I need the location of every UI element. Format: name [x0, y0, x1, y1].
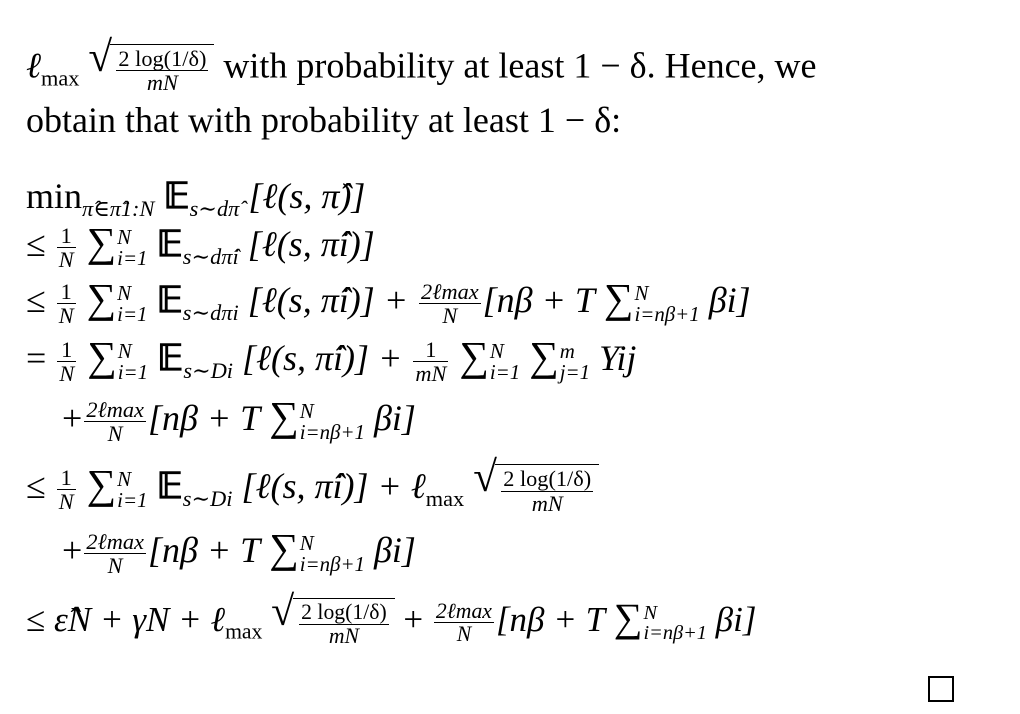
fraction-2lmax-over-n: $\frac{\text{2ℓmax}}{N}$ — [86, 396, 144, 447]
expectation-symbol: 𝔼 — [163, 176, 190, 216]
sum-symbol: ∑ — [86, 275, 117, 321]
bracket-term: [nβ + T — [495, 600, 606, 639]
sum-symbol: ∑ — [603, 275, 634, 321]
expectation-symbol: 𝔼 — [157, 338, 184, 378]
sum-limits: N i=nβ+1 — [299, 530, 365, 576]
fraction-one-over-n: $\frac{1}{N}$ — [58, 222, 74, 273]
loss-term: [ℓ(s, π̂i)] + ℓ — [241, 466, 426, 506]
qed-box-icon — [928, 676, 954, 702]
sum-limits: N i=nβ+1 — [643, 601, 707, 644]
fraction-2lmax-over-n: $\frac{\text{2ℓmax}}{N}$ — [86, 528, 144, 579]
expectation-subscript: s∼dπ̂i — [182, 243, 239, 269]
beta-term: βi] — [373, 530, 416, 570]
sqrt-numerator: 2 log(1/δ) — [118, 46, 207, 71]
max-subscript: max — [425, 485, 465, 511]
intro-line-1 — [26, 34, 817, 99]
sum-symbol: ∑ — [269, 525, 299, 571]
min-subscript: π̂∈π̂1:N — [82, 195, 155, 221]
expectation-symbol: 𝔼 — [156, 224, 183, 264]
fraction-one-over-n: $\frac{1}{N}$ — [58, 464, 74, 515]
relation-le: ≤ — [26, 600, 46, 639]
sum-symbol: ∑ — [86, 461, 117, 507]
expectation-symbol: 𝔼 — [156, 466, 183, 506]
beta-term: βi] — [708, 280, 751, 320]
sqrt-expression: √ $\frac{2 \log(1/\delta)}{mN}$ — [88, 44, 214, 95]
derivation-line-1 — [26, 176, 365, 229]
sum-limits: N i=1 — [489, 338, 521, 384]
bracket-term: [nβ + T — [147, 530, 261, 570]
derivation-line-3 — [26, 275, 751, 333]
bracket-term: [nβ + T — [482, 280, 595, 320]
sum-limits: N i=1 — [117, 466, 148, 512]
sum-symbol: ∑ — [87, 333, 117, 379]
sum-symbol: ∑ — [459, 333, 489, 379]
beta-term: βi] — [373, 398, 416, 438]
derivation-line-6 — [26, 454, 599, 519]
fraction-one-over-n: $\frac{1}{N}$ — [58, 278, 74, 329]
expectation-subscript: s∼Di — [183, 357, 234, 383]
loss-term: [ℓ(s, π̂i)] + — [242, 338, 403, 378]
sum-symbol: ∑ — [613, 595, 643, 640]
relation-le: ≤ — [26, 224, 46, 264]
relation-eq: = — [26, 338, 47, 378]
derivation-line-2 — [26, 219, 375, 277]
sum-symbol: ∑ — [529, 333, 559, 379]
fraction-one-over-n: $\frac{1}{N}$ — [59, 336, 75, 387]
loss-term: [ℓ(s, π̂)] — [248, 176, 366, 216]
relation-le: ≤ — [26, 466, 46, 506]
intro-text-1: with probability at least 1 − δ. Hence, we — [223, 45, 817, 86]
beta-term: βi] — [715, 600, 757, 639]
relation-le: ≤ — [26, 280, 46, 320]
sum-symbol: ∑ — [269, 393, 299, 439]
sum-limits: N i=1 — [117, 338, 149, 384]
sqrt-denominator: mN — [146, 70, 178, 96]
sum-limits: N i=1 — [117, 280, 148, 326]
max-subscript: max — [41, 65, 80, 91]
sqrt-expression: √ $\frac{2 \log(1/\delta)}{mN}$ — [473, 464, 599, 515]
sum-limits: N i=nβ+1 — [634, 280, 700, 326]
loss-term: [ℓ(s, π̂i)] + — [247, 280, 409, 320]
y-term: Yij — [599, 338, 637, 378]
bound-terms: ε̂N + γN + ℓ — [53, 600, 226, 639]
expectation-subscript: s∼dπi — [182, 299, 239, 325]
plus-sign: + — [62, 398, 83, 438]
sum-limits: m j=1 — [559, 338, 591, 384]
intro-line-2: obtain that with probability at least 1 − δ: — [26, 100, 622, 140]
expectation-subscript: s∼Di — [182, 485, 233, 511]
fraction-2lmax-over-n: $\frac{\text{2ℓmax}}{N}$ — [435, 598, 492, 647]
bracket-term: [nβ + T — [147, 398, 261, 438]
derivation-line-7 — [62, 525, 416, 579]
derivation-line-8 — [26, 589, 757, 652]
plus-sign: + — [62, 530, 83, 570]
sqrt-expression: √ $\frac{2 \log(1/\delta)}{mN}$ — [271, 598, 395, 648]
derivation-line-4 — [26, 333, 637, 391]
sum-limits: N i=1 — [117, 224, 148, 270]
sum-limits: N i=nβ+1 — [299, 398, 365, 444]
plus-sign: + — [403, 600, 424, 639]
loss-term: [ℓ(s, π̂i)] — [247, 224, 375, 264]
min-operator: min — [26, 176, 83, 216]
expectation-subscript: s∼dπ̂ — [189, 195, 240, 221]
fraction-one-over-mn: $\frac{1}{mN}$ — [415, 336, 447, 387]
max-subscript: max — [225, 619, 263, 644]
derivation-line-5 — [62, 393, 416, 447]
sum-symbol: ∑ — [86, 219, 117, 265]
expectation-symbol: 𝔼 — [156, 280, 183, 320]
ell-symbol: ℓ — [26, 45, 41, 86]
fraction-2lmax-over-n: $\frac{\text{2ℓmax}}{N}$ — [421, 278, 479, 329]
